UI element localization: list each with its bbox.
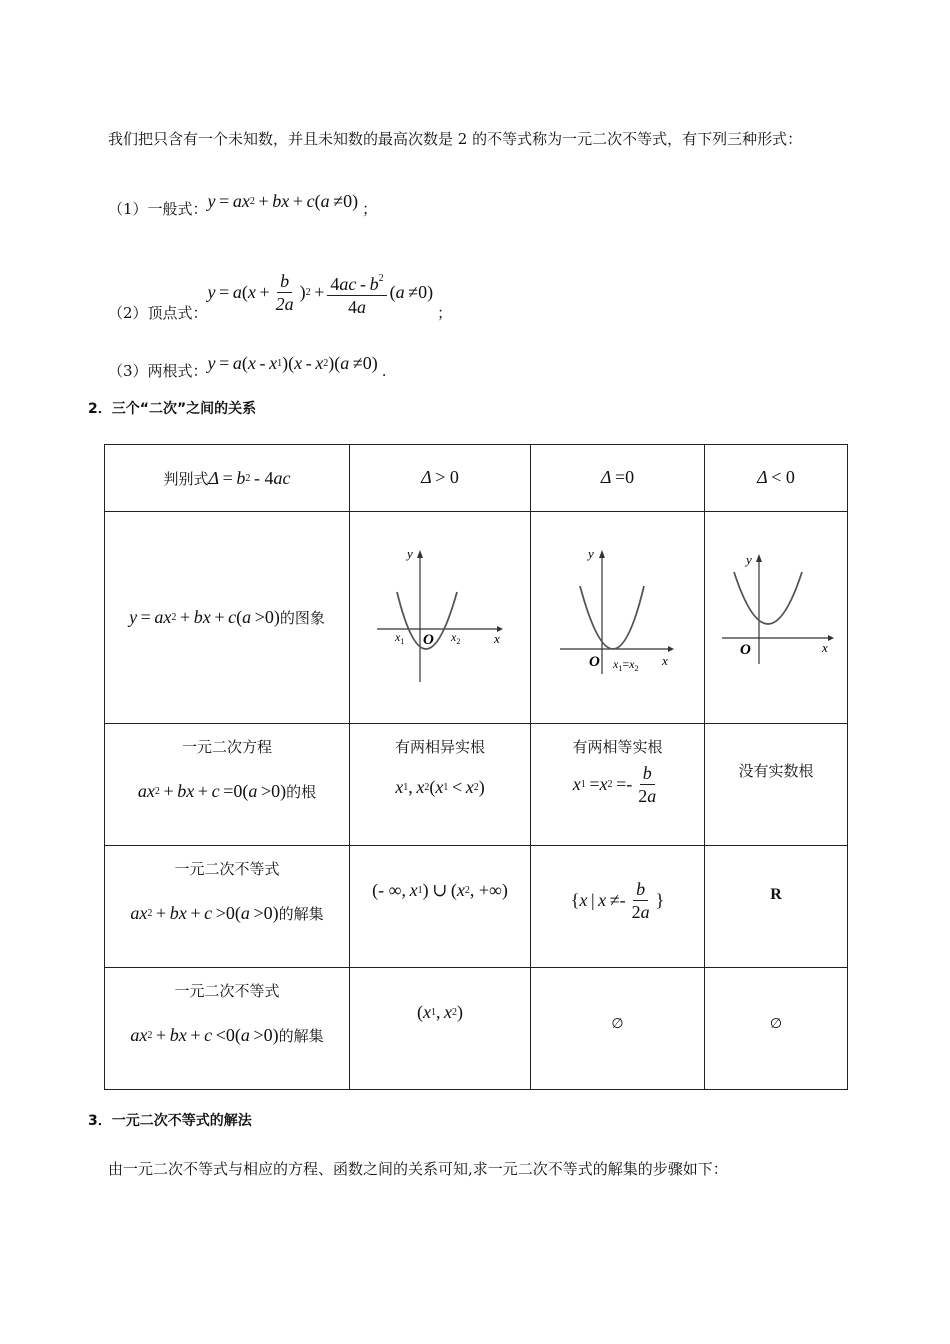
ineq-gt-double-root-cell bbox=[531, 846, 705, 968]
table-row bbox=[105, 724, 848, 846]
real-numbers-set: R bbox=[770, 886, 782, 903]
svg-text:O: O bbox=[740, 641, 751, 658]
svg-text:x1=x2: $x_1=x_2$ bbox=[612, 656, 638, 673]
delta-zero-header: Δ =0 bbox=[531, 445, 705, 512]
section-2-heading: 2．三个“二次”之间的关系 bbox=[88, 401, 257, 417]
ineq-lt-solution-set-formula: ( x 1 , x 2 ) bbox=[416, 1002, 464, 1022]
svg-text:y: y bbox=[746, 551, 752, 567]
quadratic-relationship-table bbox=[104, 444, 848, 1090]
svg-text:x: x bbox=[822, 639, 828, 655]
vertex-form-label: （2）顶点式： bbox=[108, 304, 208, 322]
svg-text:O: O bbox=[423, 631, 434, 648]
no-real-roots-text: 没有实数根 bbox=[738, 762, 814, 780]
equation-row-label-cell bbox=[105, 724, 350, 846]
parabola-double-root-graph bbox=[558, 546, 678, 686]
ineq-lt-double-root-cell bbox=[531, 968, 705, 1090]
discriminant-header-cell bbox=[105, 445, 350, 512]
ineq-gt-row-formula: ax 2 + bx + c >0( a > 0) bbox=[130, 903, 279, 923]
two-equal-roots-text: 有两相等实根 bbox=[572, 738, 663, 756]
ineq-gt-row-label-cell bbox=[105, 846, 350, 968]
empty-set-symbol: ∅ bbox=[611, 1015, 624, 1032]
parabola-two-roots-graph bbox=[375, 546, 505, 686]
ineq-lt-row-title: 一元二次不等式 bbox=[174, 982, 280, 1000]
ineq-lt-row-suffix: 的解集 bbox=[278, 1027, 324, 1045]
section-3-heading: 3．一元二次不等式的解法 bbox=[88, 1113, 252, 1129]
ineq-lt-no-root-cell bbox=[705, 968, 848, 1090]
equation-row-title: 一元二次方程 bbox=[181, 738, 272, 756]
root-form-suffix: . bbox=[381, 361, 387, 380]
discriminant-label: 判别式 bbox=[163, 469, 209, 488]
graph-one-root-cell bbox=[531, 512, 705, 724]
svg-text:x1: $x_1$ bbox=[395, 629, 405, 646]
equation-row-suffix: 的根 bbox=[286, 783, 317, 801]
two-distinct-roots-text: 有两相异实根 bbox=[394, 738, 485, 756]
empty-set-symbol: ∅ bbox=[769, 1015, 783, 1032]
double-root-formula: x 1 = x 2 =- $\frac{b}{2a}$ bbox=[572, 763, 657, 806]
general-form-suffix: ； bbox=[362, 200, 378, 218]
graph-two-roots-cell bbox=[350, 512, 531, 724]
table-row bbox=[105, 445, 848, 512]
graph-row-function: y = ax 2 + bx + c ( a > 0) bbox=[129, 607, 280, 627]
vertex-form-formula: y = a ( x + $\frac{b}{2a}$ ) 2 + $\frac{4ac - b^2}{4a}$ ( a ≠ 0) bbox=[208, 269, 434, 317]
general-form-label: （1）一般式： bbox=[108, 200, 208, 218]
equation-no-root-cell bbox=[705, 724, 848, 846]
root-form-formula: y = a ( x - x 1 )( x - x 2 )( a ≠ 0) bbox=[207, 353, 378, 373]
ineq-gt-row-title: 一元二次不等式 bbox=[174, 860, 280, 878]
svg-text:x2: $x_2$ bbox=[451, 629, 461, 646]
ineq-lt-two-roots-cell bbox=[350, 968, 531, 1090]
ineq-gt-no-root-cell bbox=[705, 846, 848, 968]
equation-row-formula: ax 2 + bx + c =0( a > 0) bbox=[137, 781, 287, 801]
equation-two-roots-cell bbox=[350, 724, 531, 846]
delta-negative-header: Δ < 0 bbox=[705, 445, 848, 512]
general-form-formula: y = ax 2 + bx + c ( a ≠ 0) bbox=[207, 191, 359, 211]
svg-text:x: x bbox=[494, 630, 500, 646]
table-row bbox=[105, 512, 848, 724]
two-distinct-roots-formula: x 1 , x 2 ( x 1 < x 2 ) bbox=[395, 777, 485, 797]
root-form-label: （3）两根式： bbox=[108, 362, 208, 380]
ineq-lt-row-formula: ax 2 + bx + c <0( a > 0) bbox=[130, 1025, 279, 1045]
ineq-gt-two-roots-cell bbox=[350, 846, 531, 968]
ineq-gt-row-suffix: 的解集 bbox=[278, 905, 324, 923]
section-3-paragraph: 由一元二次不等式与相应的方程、函数之间的关系可知,求一元二次不等式的解集的步骤如下： bbox=[108, 1160, 728, 1178]
vertex-form-row bbox=[108, 262, 452, 323]
graph-row-suffix: 的图象 bbox=[279, 609, 325, 627]
ineq-lt-row-label-cell bbox=[105, 968, 350, 1090]
general-form-row bbox=[108, 191, 378, 219]
table-row bbox=[105, 846, 848, 968]
delta-positive-header: Δ > 0 bbox=[350, 445, 531, 512]
table-row bbox=[105, 968, 848, 1090]
svg-text:y: y bbox=[407, 545, 413, 561]
svg-text:y: y bbox=[587, 545, 594, 561]
svg-text:x: x bbox=[661, 652, 668, 668]
vertex-form-suffix: ； bbox=[437, 304, 453, 322]
ineq-gt-solution-set-formula: (- ∞, x 1 ) ∪ ( x 2 , +∞) bbox=[372, 880, 508, 900]
svg-text:O: O bbox=[588, 653, 600, 670]
ineq-gt-double-root-formula: { x | x ≠- $\frac{b}{2a}$ } bbox=[570, 878, 665, 922]
graph-row-label-cell bbox=[105, 512, 350, 724]
intro-paragraph: 我们把只含有一个未知数，并且未知数的最高次数是 2 的不等式称为一元二次不等式，有下列三种形式： bbox=[108, 130, 803, 148]
parabola-no-root-graph bbox=[716, 546, 836, 686]
root-form-row bbox=[108, 346, 387, 381]
graph-no-root-cell bbox=[705, 512, 848, 724]
discriminant-formula: Δ = b 2 - 4 ac bbox=[208, 467, 291, 488]
equation-double-root-cell bbox=[531, 724, 705, 846]
